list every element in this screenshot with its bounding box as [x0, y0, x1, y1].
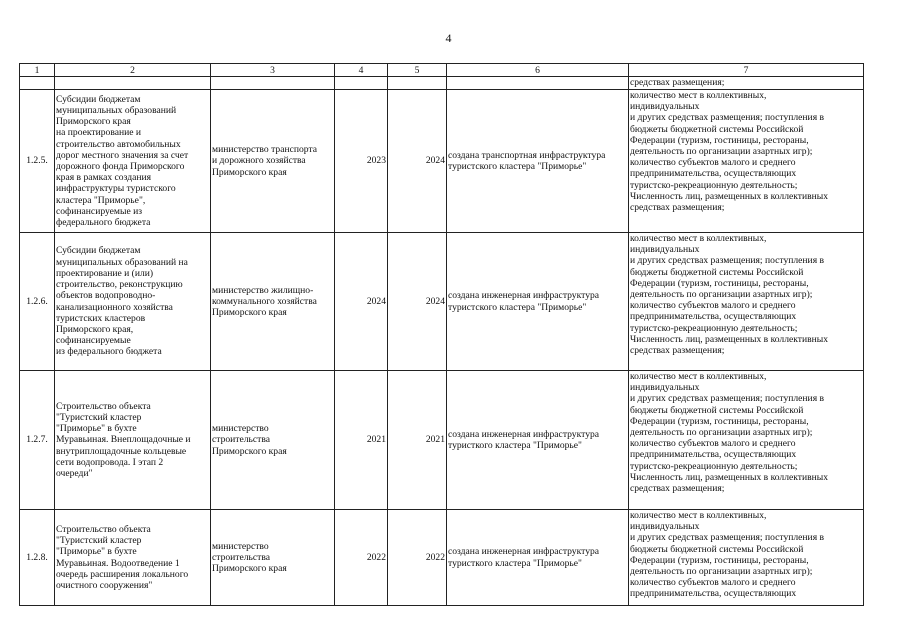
expected-result: создана транспортная инфраструктура туристского кластера "Приморье" [447, 90, 629, 233]
event-name: Строительство объекта "Туристский кластер "Приморье" в бухте Муравьиная. Водоотведение 1 очередь расширения локального очистного сооружения" [55, 510, 211, 606]
header-col-1: 1 [20, 64, 55, 77]
header-col-6: 6 [447, 64, 629, 77]
executor: министерство транспорта и дорожного хозяйства Приморского края [211, 90, 335, 233]
expected-result: создана инженерная инфраструктура туристкого кластера "Приморье" [447, 510, 629, 606]
table-row [20, 90, 864, 233]
indicators: количество мест в коллективных, индивидуальных и других средствах размещения; поступления в бюджеты бюджетной системы Российской Федерации (туризм, гостиницы, рестораны, деятельность по организации азартных игр); количество субъектов малого и среднего предпринимательства, осуществляющих туристско-рекреационную деятельность; Численность лиц, размещенных в коллективных средствах размещения; [629, 90, 864, 233]
event-name: Субсидии бюджетам муниципальных образований Приморского края на проектирование и строительство автомобильных дорог местного значения за счет дорожного фонда Приморского края в рамках создания инфраструктуры туристского кластера "Приморье", софинансируемые из федерального бюджета [55, 90, 211, 233]
row-number: 1.2.5. [20, 90, 55, 233]
end-year: 2024 [388, 90, 447, 233]
expected-result: создана инженерная инфраструктура туристкого кластера "Приморье" [447, 371, 629, 510]
executor: министерство жилищно- коммунального хозяйства Приморского края [211, 233, 335, 371]
table-row [20, 510, 864, 606]
start-year: 2023 [335, 90, 388, 233]
header-col-3: 3 [211, 64, 335, 77]
indicators: количество мест в коллективных, индивидуальных и других средствах размещения; поступления в бюджеты бюджетной системы Российской Федерации (туризм, гостиницы, рестораны, деятельность по организации азартных игр); количество субъектов малого и среднего предпринимательства, осуществляющих [630, 510, 825, 600]
end-year: 2021 [388, 371, 447, 510]
header-col-4: 4 [335, 64, 388, 77]
end-year: 2022 [388, 510, 447, 606]
table-row [20, 371, 864, 510]
header-col-7: 7 [629, 64, 864, 77]
indicators: количество мест в коллективных, индивидуальных и других средствах размещения; поступления в бюджеты бюджетной системы Российской Федерации (туризм, гостиницы, рестораны, деятельность по организации азартных игр); количество субъектов малого и среднего предпринимательства, осуществляющих туристско-рекреационную деятельность; Численность лиц, размещенных в коллективных средствах размещения; [629, 371, 864, 510]
row-number: 1.2.8. [20, 510, 55, 606]
header-row [20, 64, 864, 77]
event-name: Строительство объекта "Туристский кластер "Приморье" в бухте Муравьиная. Внеплощадочные и внутриплощадочные кольцевые сети водопровода. I этап 2 очереди" [55, 371, 211, 510]
table-row [20, 233, 864, 371]
end-year: 2024 [388, 233, 447, 371]
continuation-text: средствах размещения; [629, 77, 864, 90]
row-number: 1.2.6. [20, 233, 55, 371]
continuation-row [20, 77, 864, 90]
row-number: 1.2.7. [20, 371, 55, 510]
start-year: 2022 [335, 510, 388, 606]
expected-result: создана инженерная инфраструктура туристского кластера "Приморье" [447, 233, 629, 371]
executor: министерство строительства Приморского края [211, 371, 335, 510]
program-table [19, 63, 864, 606]
indicators: количество мест в коллективных, индивидуальных и других средствах размещения; поступления в бюджеты бюджетной системы Российской Федерации (туризм, гостиницы, рестораны, деятельность по организации азартных игр); количество субъектов малого и среднего предпринимательства, осуществляющих туристско-рекреационную деятельность; Численность лиц, размещенных в коллективных средствах размещения; [629, 233, 864, 371]
page-number: 4 [445, 31, 452, 45]
executor: министерство строительства Приморского края [211, 510, 335, 606]
event-name: Субсидии бюджетам муниципальных образований на проектирование и (или) строительство, реконструкцию объектов водопроводно- канализационного хозяйства туристских кластеров Приморского края, софинансируемые из федерального бюджета [55, 233, 211, 371]
start-year: 2024 [335, 233, 388, 371]
start-year: 2021 [335, 371, 388, 510]
header-col-5: 5 [388, 64, 447, 77]
header-col-2: 2 [55, 64, 211, 77]
